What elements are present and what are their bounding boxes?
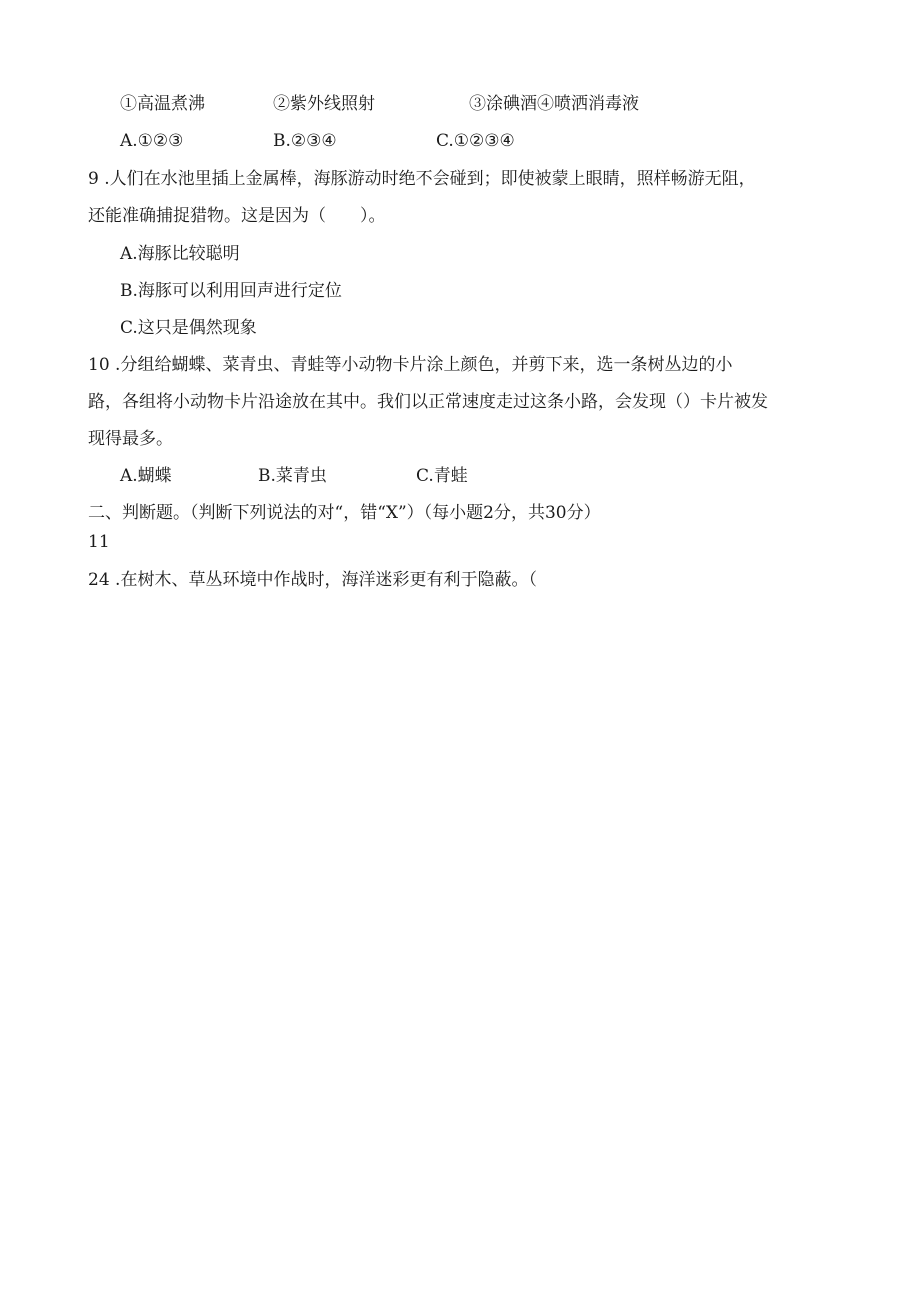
q9-text-line-1: 9 .人们在水池里插上金属棒，海豚游动时绝不会碰到；即使被蒙上眼睛，照样畅游无阻， xyxy=(88,169,756,189)
q10-option-a: A.蝴蝶 xyxy=(120,466,172,486)
q10-text-line-3: 现得最多。 xyxy=(88,429,173,449)
q9-option-c: C.这只是偶然现象 xyxy=(120,318,257,338)
question-number-11: 11 xyxy=(88,532,110,552)
section-2-heading: 二、判断题。（判断下列说法的对“，错“X”）（每小题2分，共30分） xyxy=(88,503,601,523)
q10-option-c: C.青蛙 xyxy=(416,466,468,486)
q9-text-line-2: 还能准确捕捉猎物。这是因为（ ）。 xyxy=(88,206,386,226)
q24-text: 24 .在树木、草丛环境中作战时，海洋迷彩更有利于隐蔽。（ xyxy=(88,570,537,590)
q8-option-c: C.①②③④ xyxy=(436,131,515,151)
q8-method-1: ①高温煮沸 xyxy=(120,94,205,114)
q8-method-2: ②紫外线照射 xyxy=(273,94,375,114)
q10-text-line-2: 路，各组将小动物卡片沿途放在其中。我们以正常速度走过这条小路，会发现（）卡片被发 xyxy=(88,392,768,412)
q8-method-3-4: ③涂碘酒④喷洒消毒液 xyxy=(469,94,639,114)
q8-option-b: B.②③④ xyxy=(273,131,337,151)
q9-option-b: B.海豚可以利用回声进行定位 xyxy=(120,281,342,301)
q8-option-a: A.①②③ xyxy=(120,131,184,151)
q9-option-a: A.海豚比较聪明 xyxy=(120,244,240,264)
q10-text-line-1: 10 .分组给蝴蝶、菜青虫、青蛙等小动物卡片涂上颜色，并剪下来，选一条树丛边的小 xyxy=(88,355,733,375)
q10-option-b: B.菜青虫 xyxy=(258,466,327,486)
